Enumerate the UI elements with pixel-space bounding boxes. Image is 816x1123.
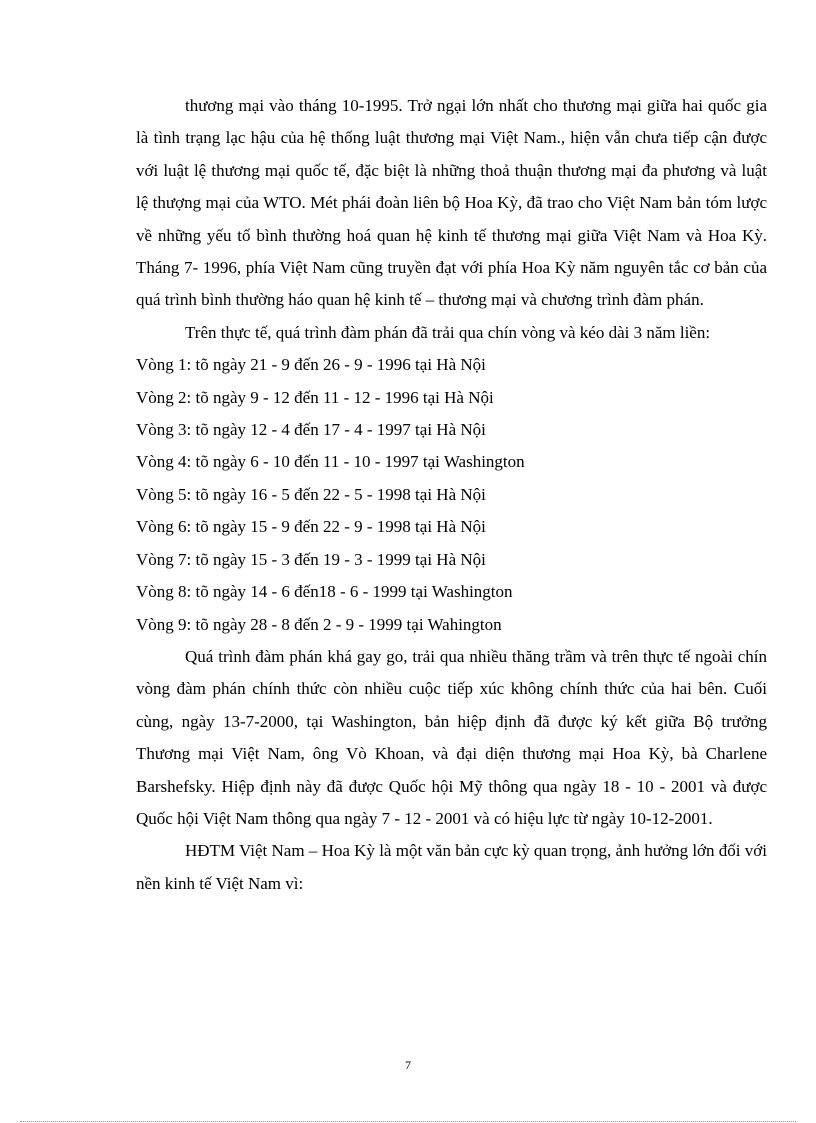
paragraph-importance: HĐTM Việt Nam – Hoa Kỳ là một văn bản cực kỳ quan trọng, ảnh hưởng lớn đối với nền kinh tế Việt Nam vì: <box>136 841 767 893</box>
list-item-round-8: Vòng 8: tõ ngày 14 - 6 đến18 - 6 - 1999 tại Washington <box>136 582 513 602</box>
negotiation-rounds-list <box>136 349 767 641</box>
paragraph-trade-background: thương mại vào tháng 10-1995. Trở ngại lớn nhất cho thương mại giữa hai quốc gia là tình trạng lạc hậu của hệ thống luật thương mại Việt Nam., hiện vẫn chưa tiếp cận được với luật lệ thương mại quốc tế, đặc biệt là những thoả thuận thương mại đa phương và luật lệ thượng mại của WTO. Mét phái đoàn liên bộ Hoa Kỳ, đã trao cho Việt Nam bản tóm lược về những yếu tố bình thường hoá quan hệ kinh tế thương mại giữa Việt Nam và Hoa Kỳ. Tháng 7- 1996, phía Việt Nam cũng truyền đạt với phía Hoa Kỳ năm nguyên tắc cơ bản của quá trình bình thường háo quan hệ kinh tế – thương mại và chương trình đàm phán. <box>136 96 767 310</box>
page-number: 7 <box>405 1058 411 1072</box>
paragraph-signing: Quá trình đàm phán khá gay go, trải qua nhiều thăng trầm và trên thực tế ngoài chín vòng đàm phán chính thức còn nhiều cuộc tiếp xúc không chính thức của hai bên. Cuối cùng, ngày 13-7-2000, tại Washington, bản hiệp định đã được ký kết giữa Bộ trưởng Thương mại Việt Nam, ông Vò Khoan, và đại diện thương mại Hoa Kỳ, bà Charlene Barshefsky. Hiệp định này đã được Quốc hội Mỹ thông qua ngày 18 - 10 - 2001 và được Quốc hội Việt Nam thông qua ngày 7 - 12 - 2001 và có hiệu lực từ ngày 10-12-2001. <box>136 646 767 828</box>
list-item-round-5: Vòng 5: tõ ngày 16 - 5 đến 22 - 5 - 1998 tại Hà Nội <box>136 484 486 504</box>
list-item-round-1: Vòng 1: tõ ngày 21 - 9 đến 26 - 9 - 1996 tại Hà Nội <box>136 355 486 375</box>
list-item-round-9: Vòng 9: tõ ngày 28 - 8 đến 2 - 9 - 1999 tại Wahington <box>136 614 502 634</box>
list-item-round-3: Vòng 3: tõ ngày 12 - 4 đến 17 - 4 - 1997 tại Hà Nội <box>136 420 486 440</box>
list-item-round-4: Vòng 4: tõ ngày 6 - 10 đến 11 - 10 - 1997 tại Washington <box>136 452 525 472</box>
list-item-round-2: Vòng 2: tõ ngày 9 - 12 đến 11 - 12 - 1996 tại Hà Nội <box>136 387 494 407</box>
body-text <box>136 90 767 900</box>
list-item-round-6: Vòng 6: tõ ngày 15 - 9 đến 22 - 9 - 1998 tại Hà Nội <box>136 517 486 537</box>
page-bottom-divider <box>20 1121 796 1122</box>
list-item-round-7: Vòng 7: tõ ngày 15 - 3 đến 19 - 3 - 1999 tại Hà Nội <box>136 549 486 569</box>
paragraph-negotiation-intro: Trên thực tế, quá trình đàm phán đã trải qua chín vòng và kéo dài 3 năm liền: <box>185 322 711 342</box>
